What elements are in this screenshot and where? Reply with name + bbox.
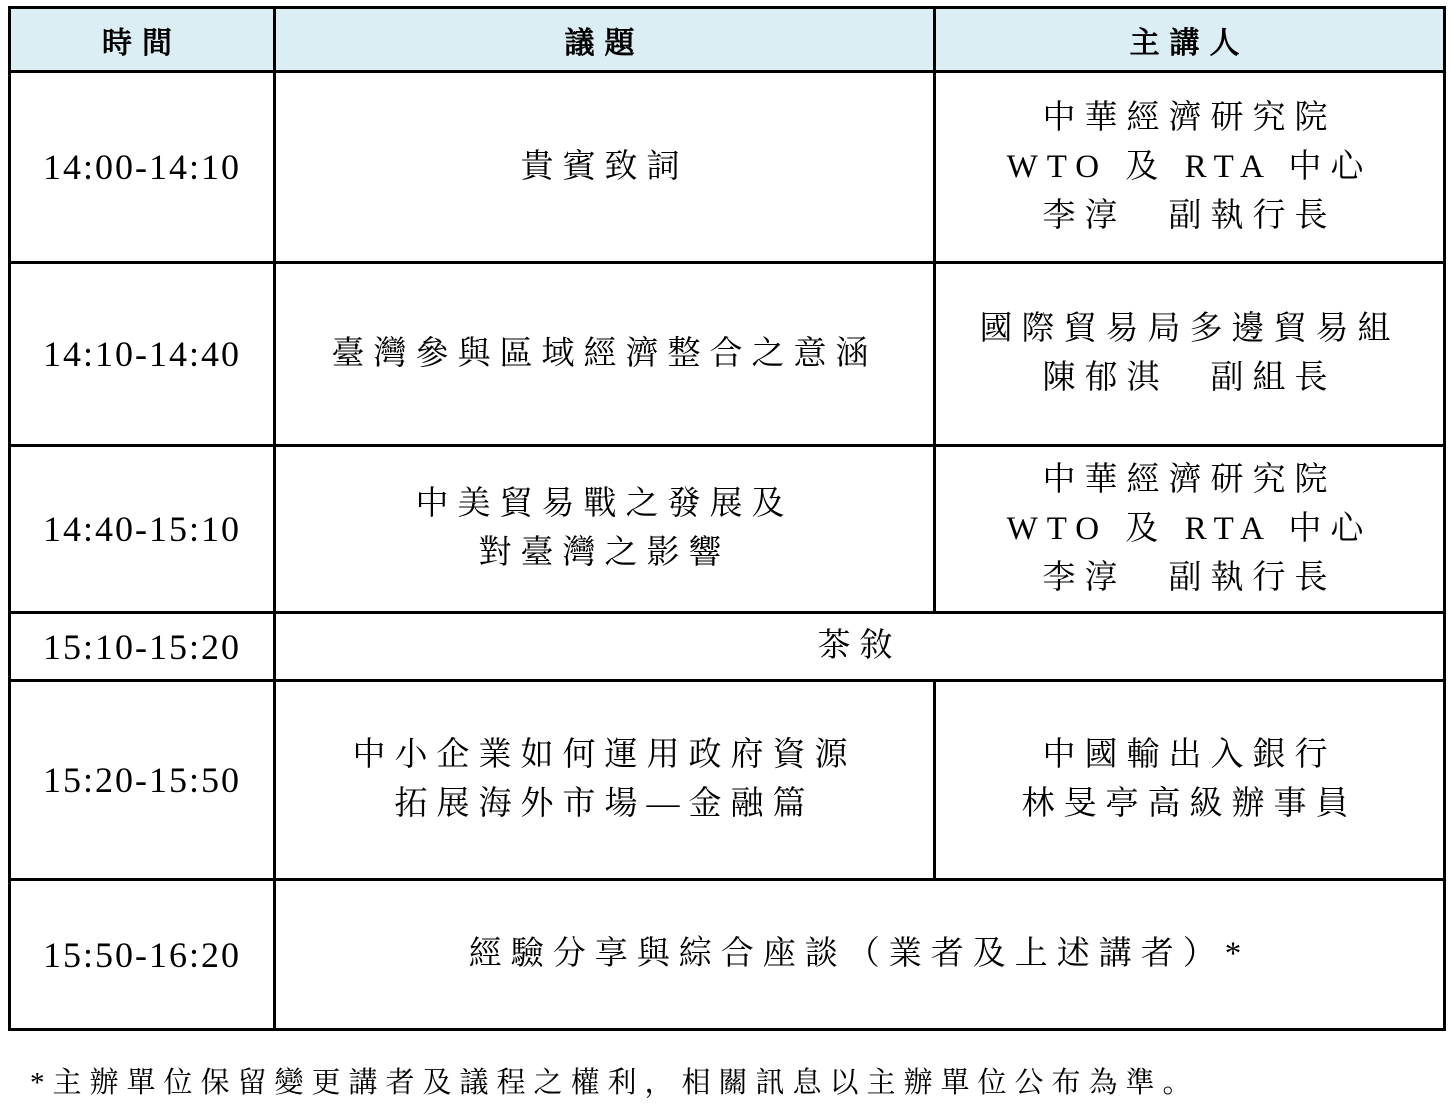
table-row [10, 263, 1445, 446]
topic-line: 中小企業如何運用政府資源 [352, 737, 857, 773]
speaker-line: 中華經濟研究院 [1042, 99, 1337, 136]
speaker-line: 國際貿易局多邊貿易組 [979, 311, 1400, 347]
speaker-line: WTO 及 RTA 中心 [1006, 510, 1373, 547]
topic-cell [275, 263, 935, 446]
agenda-table [8, 6, 1446, 1031]
speaker-cell [935, 263, 1445, 446]
time-cell: 15:50-16:20 [10, 880, 275, 1030]
time-cell: 15:20-15:50 [10, 681, 275, 880]
speaker-line: 中華經濟研究院 [1042, 461, 1337, 498]
topic-line: 對臺灣之影響 [478, 535, 731, 571]
topic-line: 臺灣參與區域經濟整合之意涵 [331, 335, 878, 372]
header-topic: 議題 [275, 8, 935, 72]
speaker-cell [935, 681, 1445, 880]
speaker-line: WTO 及 RTA 中心 [1006, 148, 1373, 185]
header-time: 時間 [10, 8, 275, 72]
speaker-line: 李淳 副執行長 [1042, 197, 1337, 234]
speaker-line: 中國輸出入銀行 [1042, 737, 1337, 773]
speaker-cell [935, 72, 1445, 263]
topic-cell [275, 72, 935, 263]
break-cell: 茶敘 [275, 613, 1445, 681]
time-cell: 14:10-14:40 [10, 263, 275, 446]
topic-cell [275, 681, 935, 880]
topic-line: 貴賓致詞 [520, 148, 689, 185]
speaker-line: 陳郁淇 副組長 [1042, 360, 1337, 396]
topic-line: 中美貿易戰之發展及 [415, 486, 794, 522]
header-row [10, 8, 1445, 72]
header-speaker: 主講人 [935, 8, 1445, 72]
panel-cell: 經驗分享與綜合座談（業者及上述講者）* [275, 880, 1445, 1030]
topic-line: 拓展海外市場—金融篇 [394, 786, 815, 822]
table-row [10, 880, 1445, 1030]
topic-cell [275, 446, 935, 613]
speaker-cell [935, 446, 1445, 613]
table-row [10, 446, 1445, 613]
footnote: *主辦單位保留變更講者及議程之權利，相關訊息以主辦單位公布為準。 [30, 1067, 1200, 1099]
time-cell: 14:00-14:10 [10, 72, 275, 263]
table-row [10, 72, 1445, 263]
speaker-line: 李淳 副執行長 [1042, 559, 1337, 596]
time-cell: 15:10-15:20 [10, 613, 275, 681]
speaker-line: 林旻亭高級辦事員 [1021, 786, 1358, 822]
time-cell: 14:40-15:10 [10, 446, 275, 613]
table-row [10, 681, 1445, 880]
table-row [10, 613, 1445, 681]
